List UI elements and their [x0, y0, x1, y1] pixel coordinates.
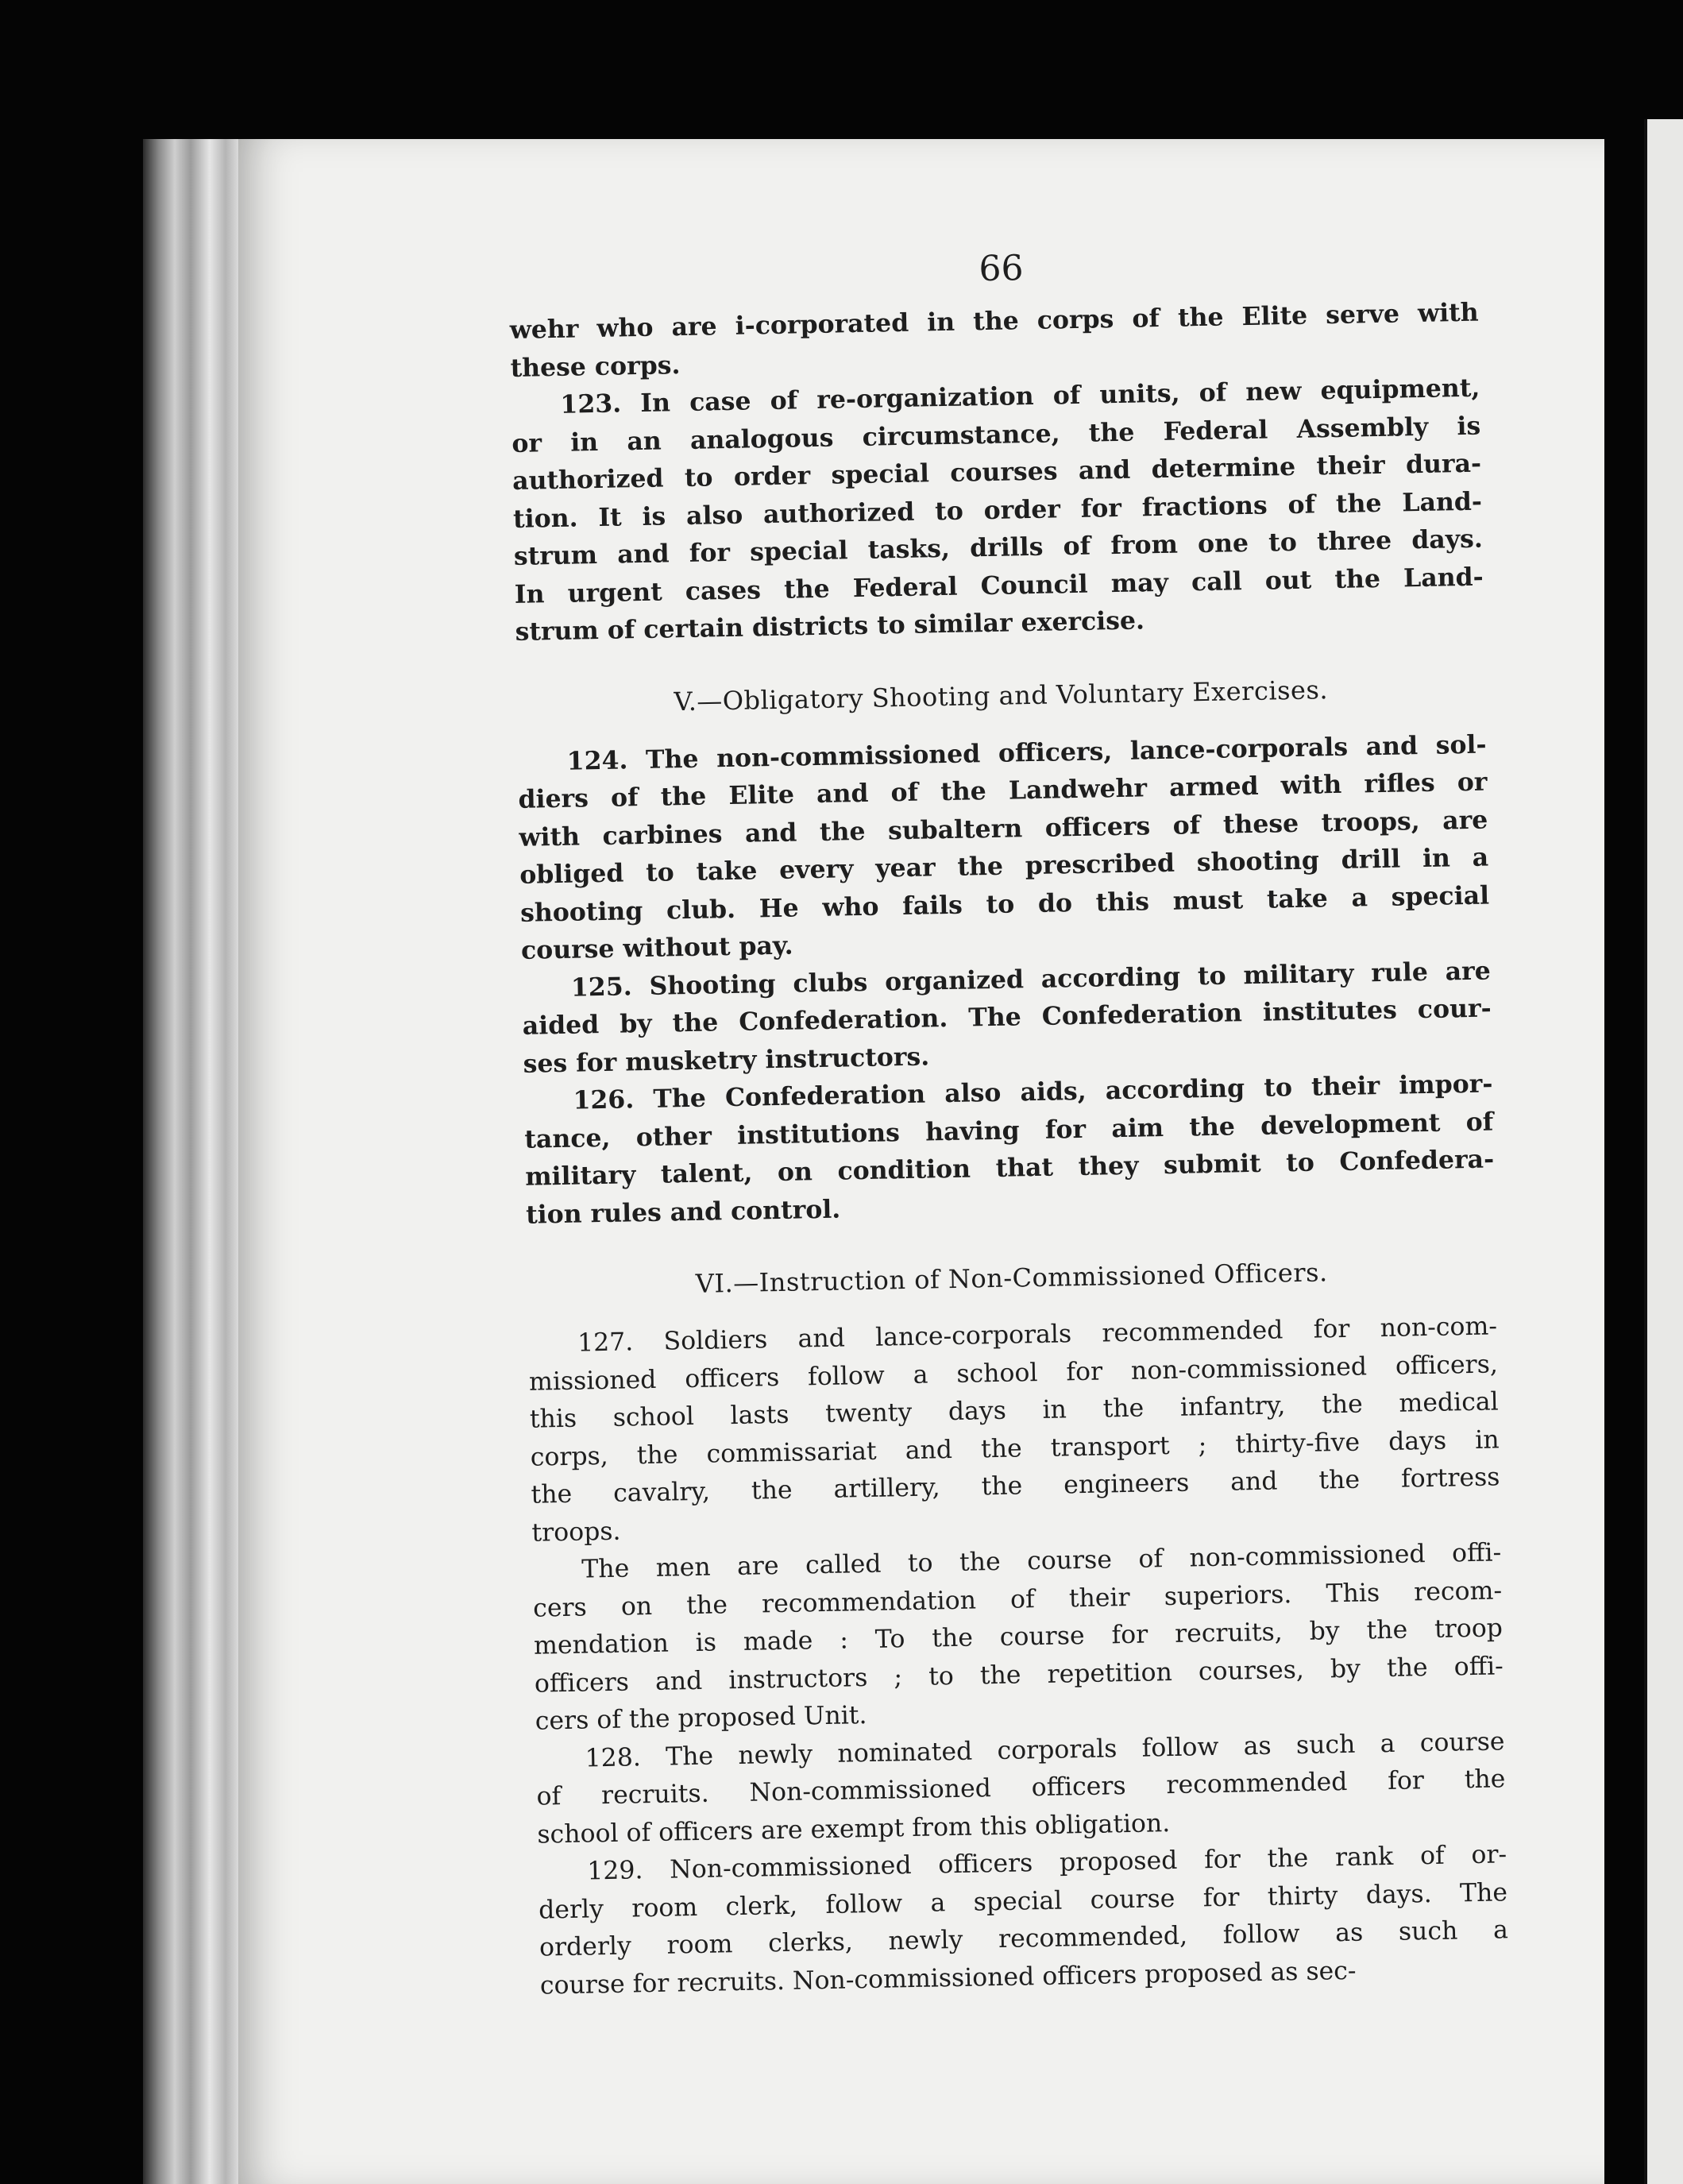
text-line: 123. In case of re-organization of units, of new equipment,	[560, 373, 1480, 419]
paragraph-p123	[511, 369, 1484, 651]
text-line: of recruits. Non-commissioned officers recommended for the	[536, 1765, 1506, 1811]
text-line: military talent, on condition that they submit to Confedera-	[524, 1144, 1495, 1192]
text-line: tion rules and control.	[525, 1194, 841, 1230]
text-line: course for recruits. Non-commissioned officers proposed as sec-	[539, 1956, 1357, 2000]
text-line: 127. Soldiers and lance-corporals recommended for non-com-	[577, 1312, 1498, 1358]
text-line: aided by the Confederation. The Confederation institutes cour-	[522, 993, 1492, 1041]
text-line: this school lasts twenty days in the infantry, the medical	[529, 1387, 1500, 1434]
section-heading-v: V.—Obligatory Shooting and Voluntary Exercises.	[674, 674, 1329, 717]
page-number: 66	[978, 248, 1024, 290]
text-line: corps, the commissariat and the transport ; thirty-five days in	[530, 1424, 1500, 1472]
text-line: In urgent cases the Federal Council may call out the Land-	[514, 562, 1484, 609]
text-line: or in an analogous circumstance, the Federal Assembly is	[511, 411, 1481, 458]
scan-top-margin	[127, 0, 1636, 143]
text-line: mendation is made : To the course for recruits, by the troop	[533, 1614, 1504, 1660]
text-line: strum of certain districts to similar exercise.	[515, 605, 1145, 647]
text-line: cers of the proposed Unit.	[535, 1701, 867, 1736]
text-line: these corps.	[510, 350, 681, 383]
paragraph-p125	[522, 952, 1492, 1083]
text-line: cers on the recommendation of their superiors. This recom-	[532, 1575, 1503, 1623]
paragraph-p127	[528, 1308, 1501, 1552]
text-line: authorized to order special courses and determine their dura-	[511, 448, 1482, 496]
text-line: course without pay.	[520, 930, 793, 965]
text-line: 124. The non-commissioned officers, lance-corporals and sol-	[566, 729, 1487, 776]
text-line: missioned officers follow a school for non-commissioned officers,	[528, 1349, 1499, 1397]
text-line: tion. It is also authorized to order for fractions of the Land-	[512, 486, 1483, 534]
section-heading-vi: VI.—Instruction of Non-Commissioned Officers.	[695, 1257, 1329, 1299]
text-line: troops.	[531, 1517, 621, 1548]
text-line: strum and for special tasks, drills of from one to three days.	[513, 524, 1484, 571]
text-line: 128. The newly nominated corporals follow as such a course	[585, 1726, 1505, 1773]
paragraph-p127b	[532, 1534, 1504, 1741]
text-line: with carbines and the subaltern officers of these troops, are	[519, 805, 1488, 852]
text-line: school of officers are exempt from this obligation.	[537, 1808, 1171, 1850]
text-line: tance, other institutions having for aim the development of	[524, 1106, 1494, 1154]
text-line: obliged to take every year the prescribed shooting drill in a	[519, 842, 1489, 890]
text-line: the cavalry, the artillery, the engineers and the fortress	[531, 1463, 1500, 1509]
text-line: derly room clerk, follow a special course for thirty days. The	[538, 1877, 1508, 1925]
text-line: officers and instructors ; to the repetition courses, by the offi-	[534, 1651, 1504, 1699]
paragraph-p129	[538, 1836, 1509, 2004]
text-line: 129. Non-commissioned officers proposed for the rank of or-	[586, 1840, 1507, 1886]
text-line: The men are called to the course of non-commissioned offi-	[581, 1538, 1502, 1584]
page-text-block	[508, 237, 1509, 2005]
paragraph-p128	[535, 1723, 1506, 1854]
facing-page-edge	[1644, 119, 1683, 2184]
text-line: diers of the Elite and of the Landwehr armed with rifles or	[518, 767, 1488, 814]
text-line: 125. Shooting clubs organized according to military rule are	[570, 955, 1492, 1003]
text-line: ses for musketry instructors.	[523, 1041, 930, 1079]
text-line: 126. The Confederation also aids, according to their impor-	[573, 1069, 1493, 1115]
text-line: shooting club. He who fails to do this must take a special	[519, 880, 1490, 928]
paragraph-p124	[517, 725, 1490, 969]
text-line: orderly room clerks, newly recommended, follow as such a	[538, 1915, 1509, 1962]
page-body	[509, 294, 1509, 2005]
text-line: wehr who are i-corporated in the corps of the Elite serve with	[509, 297, 1479, 345]
paragraph-p126	[523, 1065, 1495, 1233]
